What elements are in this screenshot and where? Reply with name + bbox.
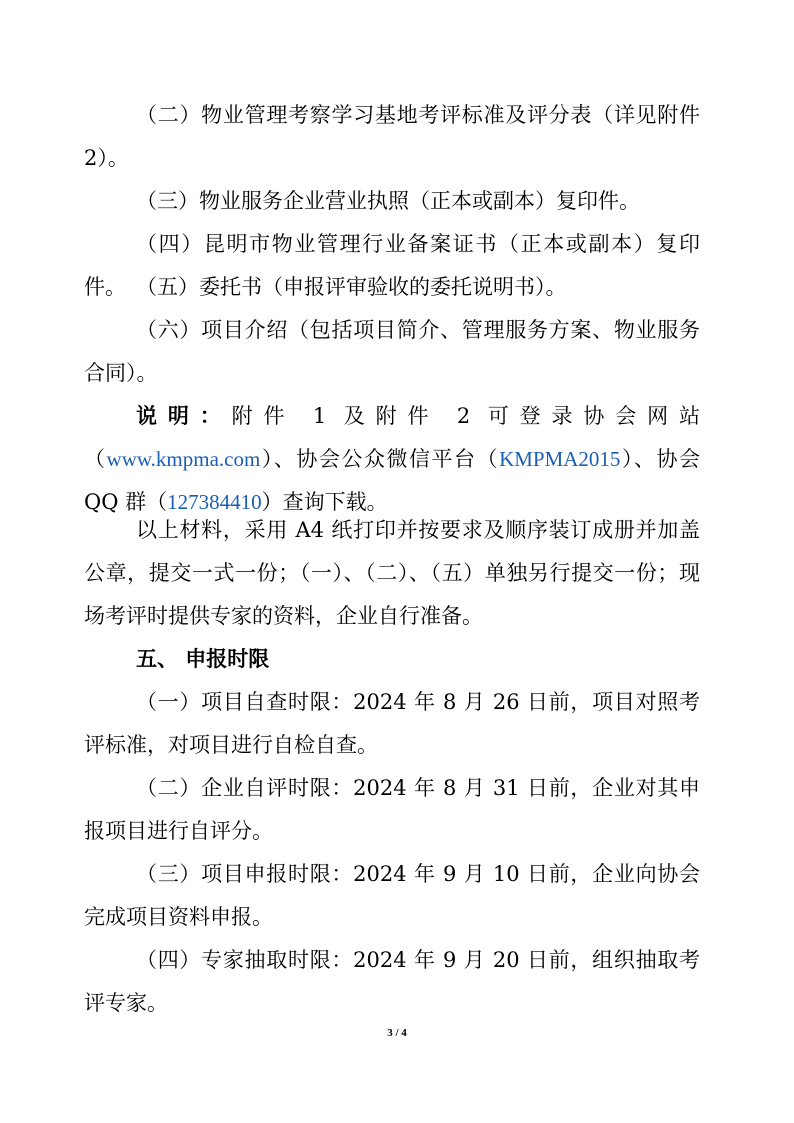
paragraph-submission-requirements: 以上材料，采用 A4 纸打印并按要求及顺序装订成册并加盖公章，提交一式一份；（一）、（二）、（五）单独另行提交一份；现场考评时提供专家的资料，企业自行准备。 [84,518,700,628]
paragraph-power-of-attorney: （五）委托书（申报评审验收的委托说明书）。 [136,275,567,299]
deadline-item-expert-selection: （四）专家抽取时限：2024 年 9 月 20 日前，组织抽取考评专家。 [84,948,700,1015]
note-text-1: 附件 1 及附件 2 可登录协会网站（ [84,404,701,471]
note-text-2: ）、协会公众微信平台（ [260,447,500,471]
website-link[interactable]: www.kmpma.com [106,447,261,471]
qq-group-number: 127384410 [167,490,262,514]
paragraph-business-license: （三）物业服务企业营业执照（正本或副本）复印件。 [136,189,640,213]
section-heading-deadlines: 五、 申报时限 [136,647,270,671]
deadline-item-self-check: （一）项目自查时限：2024 年 8 月 26 日前，项目对照考评标准，对项目进行自检自查。 [84,690,700,757]
note-text-4: ）查询下载。 [261,490,388,514]
deadline-item-application: （三）项目申报时限：2024 年 9 月 10 日前，企业向协会完成项目资料申报。 [84,862,700,929]
note-lead: 说明： [136,404,232,428]
paragraph-project-intro: （六）项目介绍（包括项目简介、管理服务方案、物业服务合同）。 [84,318,700,385]
wechat-id: KMPMA2015 [499,447,621,471]
note-text-3: ）、协会 QQ 群（ [84,447,701,514]
page-number: 3 / 4 [387,1027,407,1039]
paragraph-attachment-2: （二）物业管理考察学习基地考评标准及评分表（详见附件2）。 [84,103,700,170]
deadline-item-self-evaluation: （二）企业自评时限：2024 年 8 月 31 日前，企业对其申报项目进行自评分。 [84,776,700,843]
paragraph-filing-certificate: （四）昆明市物业管理行业备案证书（正本或副本）复印件。 [84,232,700,299]
paragraph-note [84,395,700,524]
